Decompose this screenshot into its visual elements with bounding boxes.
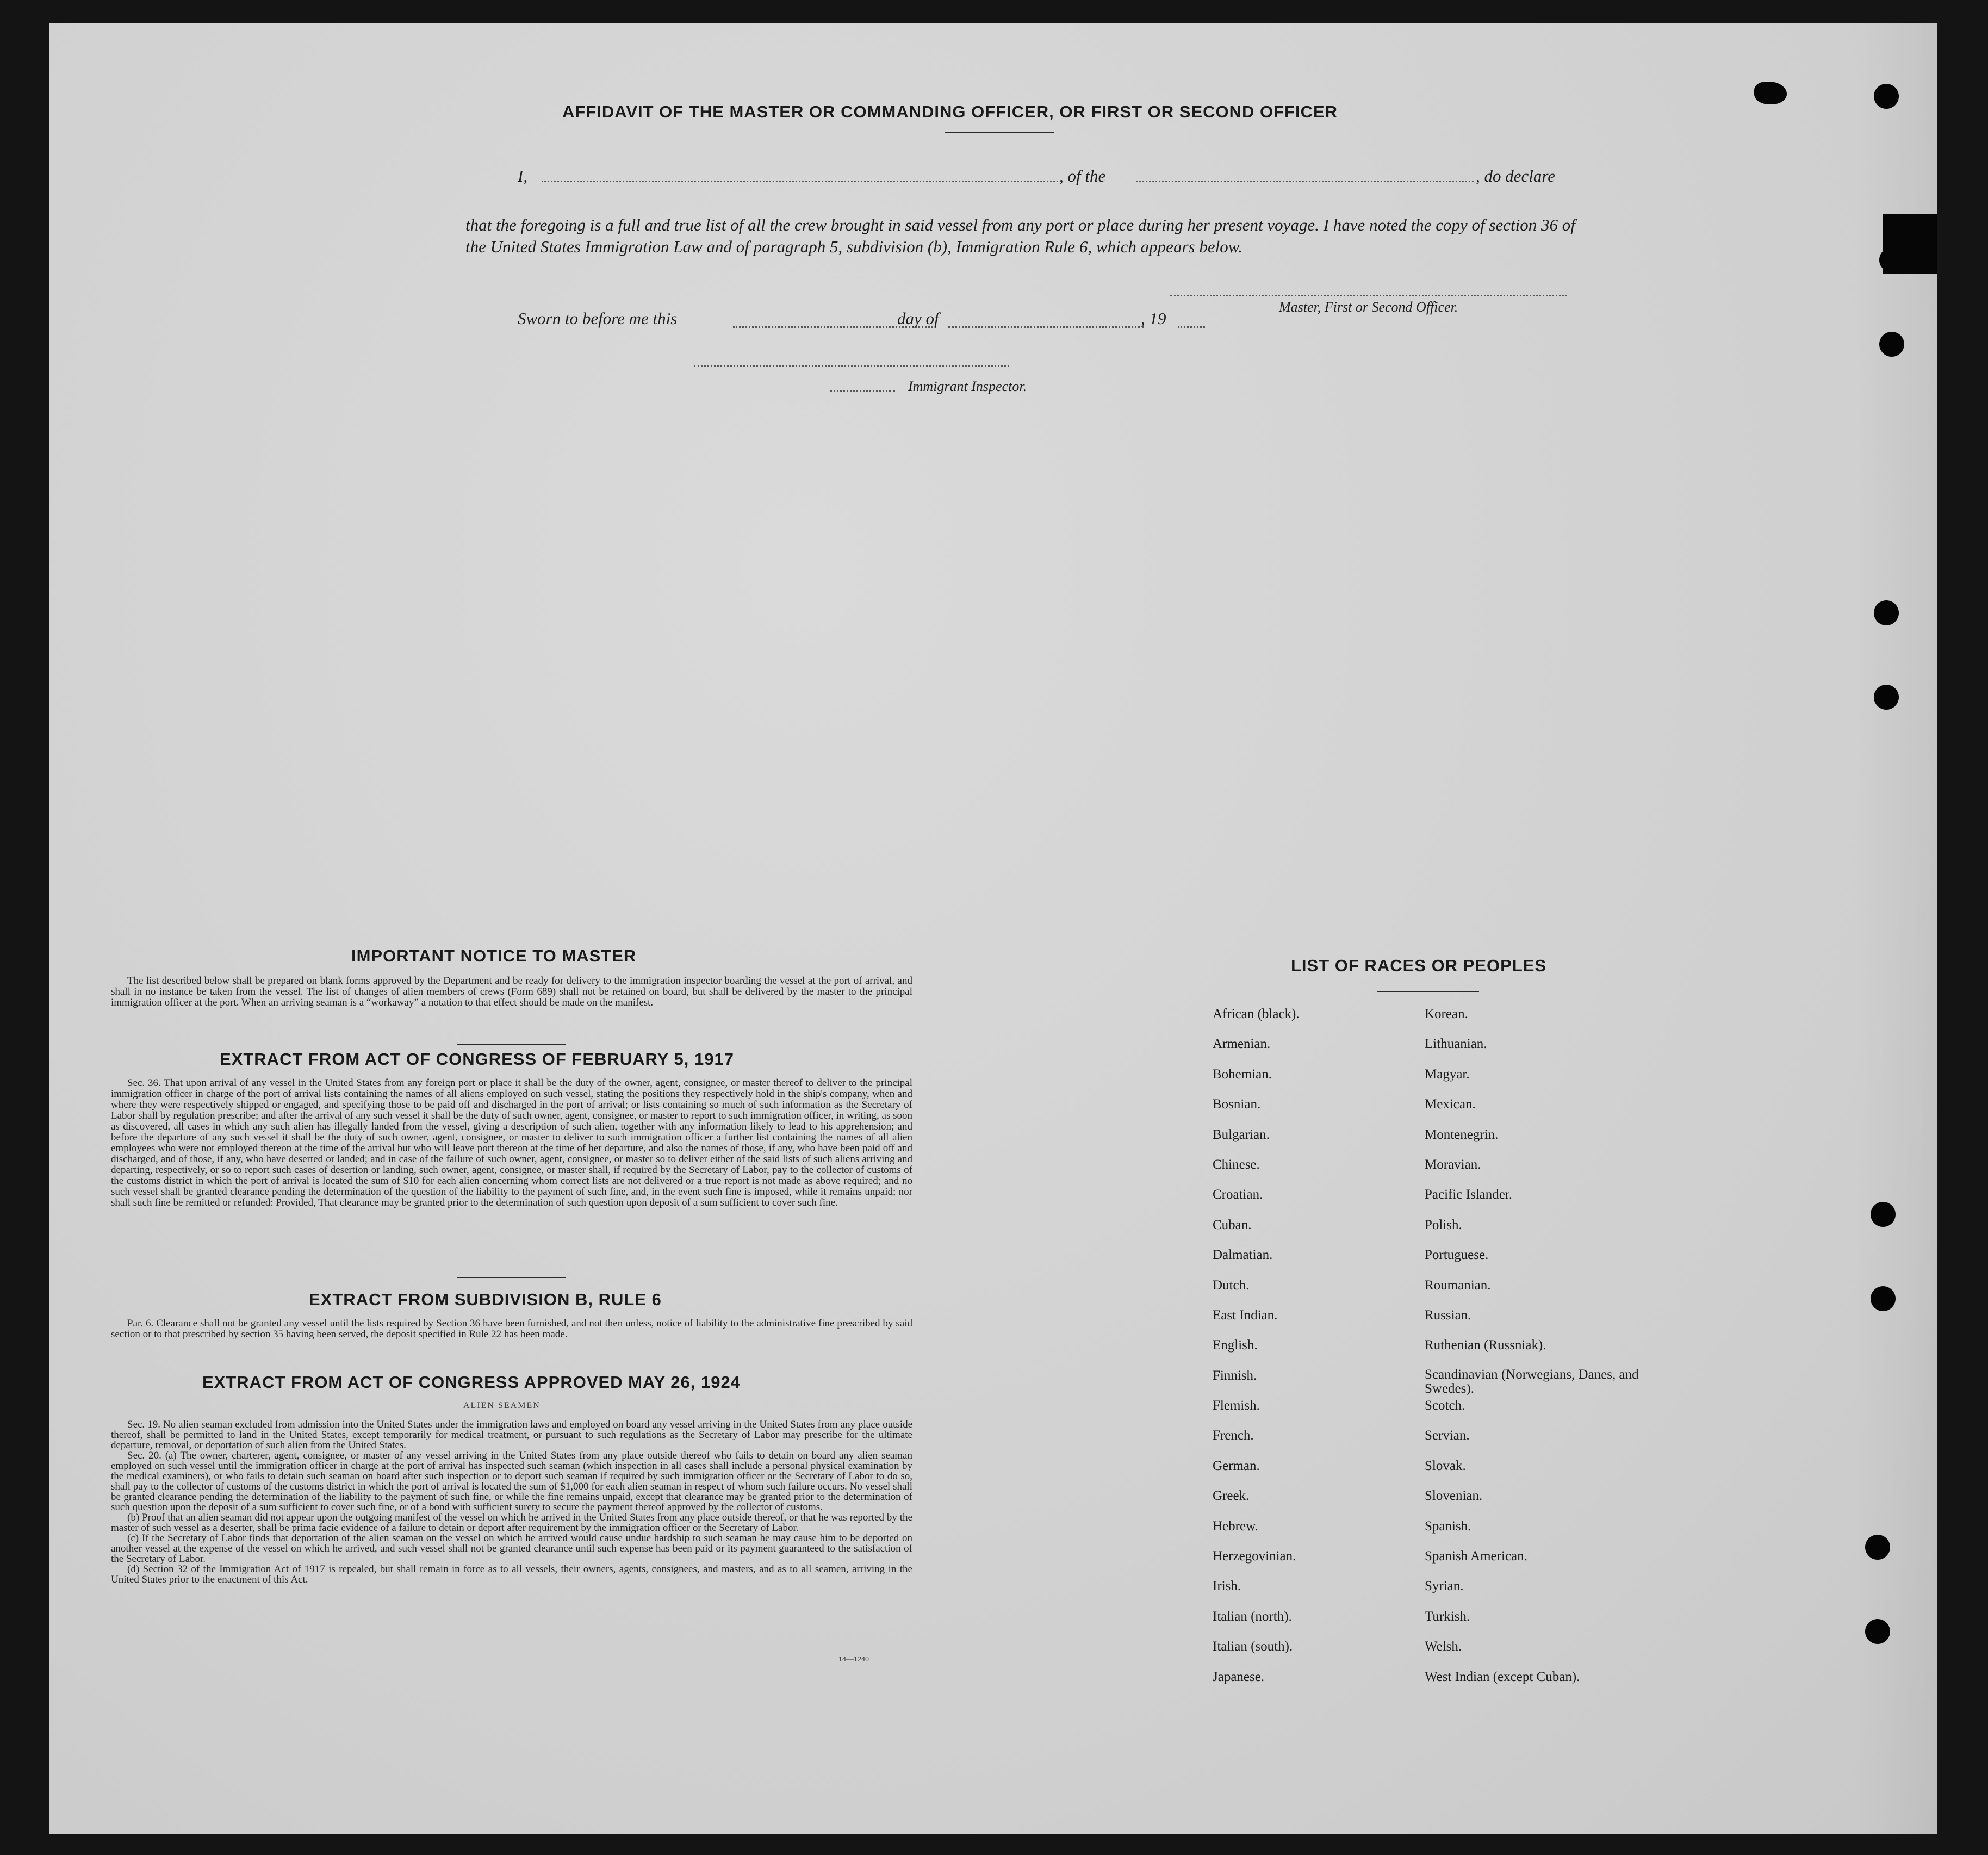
race-item: French. (1213, 1428, 1254, 1443)
do-declare-label: , do declare (1476, 166, 1556, 185)
race-item: Bosnian. (1213, 1097, 1261, 1112)
race-item: Slovak. (1425, 1458, 1466, 1473)
extract-1924-paragraph: (c) If the Secretary of Labor finds that deportation of the alien seaman on the vessel on which he arrived would cause undue hardship to such seaman he may cause him to be deported on another vessel at the expense of the vessel on which he arrived, and such vessel shall not be granted clearance until such expense has been paid or its payment guaranteed to the satisfaction of the Secretary of Labor. (111, 1533, 912, 1565)
race-item: Moravian. (1425, 1157, 1481, 1172)
race-item: Spanish. (1425, 1518, 1471, 1534)
race-item: German. (1213, 1458, 1260, 1473)
races-right-column (1425, 1006, 1642, 1699)
race-item: Syrian. (1425, 1579, 1464, 1594)
race-item: Armenian. (1213, 1037, 1271, 1052)
race-item: Pacific Islander. (1425, 1187, 1513, 1202)
race-item: Irish. (1213, 1579, 1241, 1594)
race-item: Roumanian. (1425, 1277, 1491, 1293)
sworn-month-field[interactable] (948, 326, 1144, 328)
punch-hole (1871, 1286, 1896, 1311)
declarant-name-field[interactable] (542, 181, 1058, 182)
punch-hole (1865, 1535, 1890, 1560)
race-item: Cuban. (1213, 1217, 1252, 1232)
notice-text (111, 976, 912, 1008)
race-item: Scotch. (1425, 1398, 1465, 1413)
race-item: Turkish. (1425, 1609, 1470, 1624)
races-title-rule (1377, 991, 1479, 992)
race-item: Ruthenian (Russniak). (1425, 1338, 1546, 1353)
race-item: Bulgarian. (1213, 1127, 1270, 1142)
race-item: Korean. (1425, 1007, 1468, 1021)
extract-1924-text (111, 1419, 912, 1585)
extract-1917-paragraph: Sec. 36. That upon arrival of any vessel in the United States from any foreign port or place it shall be the duty of the owner, agent, consignee, or master thereof to deliver to the principal immigration officer in charge of the port of arrival lists containing the names of all aliens employed on such vessel, stating the positions they respectively hold in the ship's company, when and where they were respectively shipped or engaged, and specifying those to be paid off and discharged in the port of arrival; or lists containing so much of such information as the Secretary of Labor shall by regulation prescribe; and after the arrival of any such vessel it shall be the duty of such owner, agent, consignee, or master to report to such immigration officer, in writing, as soon as discovered, all cases in which any such alien has illegally landed from the vessel, giving a description of such alien, together with any information likely to lead to his apprehension; and before the departure of any such vessel it shall be the duty of such owner, agent, consignee, or master to deliver to such immigration officer a further list containing the names of all alien employees who were not employed thereon at the time of the arrival but who will leave port thereon at the time of her departure, and also the names of those, if any, who have been paid off and discharged, and of those, if any, who have deserted or landed; and in case of the failure of such owner, agent, consignee, or master so to deliver either of the said lists of such aliens arriving and departing, respectively, or so to report such cases of desertion or landing, such owner, agent, consignee, or master shall, if required by the Secretary of Labor, pay to the collector of customs of the customs district in which the port of arrival is located the sum of $10 for each alien concerning whom correct lists are not delivered or a true report is not made as above required; and no such vessel shall be granted clearance pending the determination of the question of the liability to the payment of such fine, and, in the event such fine is imposed, while it remains unpaid; nor shall such fine be remitted or refunded: Provided, That clearance may be granted prior to the determination of such question upon deposit of a sum sufficient to cover such fine. (111, 1077, 912, 1208)
race-item: Portuguese. (1425, 1248, 1489, 1263)
race-item: Magyar. (1425, 1066, 1470, 1082)
year-prefix-label: , 19 (1141, 309, 1166, 328)
master-signature-field[interactable] (1170, 295, 1567, 296)
extract-1924-title: EXTRACT FROM ACT OF CONGRESS APPROVED MAY 26, 1924 (202, 1373, 741, 1392)
punch-hole (1874, 600, 1899, 625)
section-rule (457, 1277, 566, 1278)
race-item: Italian (south). (1213, 1639, 1293, 1654)
race-item: English. (1213, 1338, 1258, 1353)
race-item: Mexican. (1425, 1097, 1476, 1112)
sworn-year-field[interactable] (1178, 326, 1205, 328)
page-edge-shadow (1855, 23, 1937, 1834)
race-item: Polish. (1425, 1217, 1462, 1232)
race-item: Herzegovinian. (1213, 1549, 1296, 1564)
document-page (49, 23, 1937, 1834)
races-title: LIST OF RACES OR PEOPLES (1291, 956, 1547, 975)
declaration-text: that the foregoing is a full and true list of all the crew brought in said vessel from any port or place during her present voyage. I have noted the copy of section 36 of the United States Immigration Law and of paragraph 5, subdivision (b), Immigration Rule 6, which appears below. (465, 215, 1575, 256)
inspector-signature-field[interactable] (694, 365, 1009, 367)
declarant-label: I, (518, 166, 528, 185)
extract-1924-paragraph: Sec. 19. No alien seaman excluded from admission into the United States under the immigration laws and employed on board any vessel arriving in the United States from any place outside thereof, shall be permitted to land in the United States, except temporarily for medical treatment, or pursuant to such regulations as the Secretary of Labor may prescribe for the ultimate departure, removal, or deportation of such alien from the United States. (111, 1419, 912, 1451)
race-item: Welsh. (1425, 1639, 1462, 1654)
race-item: Bohemian. (1213, 1066, 1272, 1082)
races-left-column (1213, 1006, 1300, 1699)
sworn-label: Sworn to before me this (518, 309, 678, 328)
vessel-name-field[interactable] (1136, 181, 1474, 182)
race-item: Dalmatian. (1213, 1248, 1273, 1263)
notice-title: IMPORTANT NOTICE TO MASTER (351, 946, 637, 965)
race-item: Scandinavian (Norwegians, Danes, and Swedes). (1425, 1367, 1639, 1396)
of-the-label: , of the (1059, 166, 1106, 185)
race-item: Japanese. (1213, 1669, 1265, 1684)
race-item: African (black). (1213, 1007, 1300, 1021)
race-item: Lithuanian. (1425, 1037, 1487, 1052)
section-rule (457, 1044, 566, 1045)
race-item: Dutch. (1213, 1277, 1250, 1293)
extract-1924-paragraph: (b) Proof that an alien seaman did not appear upon the outgoing manifest of the vessel on which he arrived in the United States from any place outside thereof, or that he was reported by the master of such vessel as a deserter, shall be prima facie evidence of a failure to detain or deport after requirement by the immigration officer or the Secretary of Labor. (111, 1512, 912, 1534)
race-item: Slovenian. (1425, 1488, 1483, 1504)
edge-tab-mark (1883, 214, 1937, 274)
extract-rule6-title: EXTRACT FROM SUBDIVISION B, RULE 6 (309, 1290, 662, 1309)
inspector-label: Immigrant Inspector. (908, 379, 1027, 394)
race-item: Hebrew. (1213, 1518, 1258, 1534)
race-item: Montenegrin. (1425, 1127, 1499, 1142)
extract-1924-paragraph: Sec. 20. (a) The owner, charterer, agent, consignee, or master of any vessel arriving in the United States from any place outside thereof who fails to detain on board any alien seaman employed on such vessel until the immigration officer in charge at the port of arrival has inspected such seaman (which inspection in all cases shall include a personal physical examination by the medical examiners), or who fails to detain such seaman on board after such inspection or to deport such seaman if required by such immigration officer or the Secretary of Labor to do so, shall pay to the collector of customs of the customs district in which the port of arrival is located the sum of $1,000 for each alien seaman in respect of whom such failure occurs. No vessel shall be granted clearance pending the determination of the liability to the payment of such fine, or while the fine remains unpaid, except that clearance may be granted prior to the determination of such question upon the deposit of a sum sufficient to cover such fine, or of a bond with sufficient surety to secure the payment thereof approved by the collector of customs. (111, 1450, 912, 1513)
master-signature-label: Master, First or Second Officer. (1279, 299, 1458, 315)
race-item: Italian (north). (1213, 1609, 1292, 1624)
day-of-label: day of (897, 309, 939, 328)
form-number: 14—1240 (838, 1655, 869, 1664)
extract-1917-title: EXTRACT FROM ACT OF CONGRESS OF FEBRUARY 5, 1917 (220, 1050, 734, 1069)
race-item: Russian. (1425, 1307, 1471, 1323)
race-item: West Indian (except Cuban). (1425, 1669, 1580, 1684)
race-item: Croatian. (1213, 1187, 1263, 1202)
race-item: Flemish. (1213, 1398, 1260, 1413)
extract-1924-paragraph: (d) Section 32 of the Immigration Act of 1917 is repealed, but shall remain in force as to all vessels, their owners, agents, consignees, and masters, and as to all seamen, arriving in the United States prior to the enactment of this Act. (111, 1564, 912, 1585)
extract-1917-text (111, 1078, 912, 1208)
alien-seamen-subtitle: ALIEN SEAMEN (463, 1401, 541, 1410)
punch-hole (1865, 1619, 1890, 1644)
race-item: Greek. (1213, 1488, 1250, 1504)
notice-paragraph: The list described below shall be prepared on blank forms approved by the Department and be ready for delivery to the immigration inspector boarding the vessel at the port of arrival, and shall in no instance be taken from the vessel. The list of changes of alien members of crews (Form 689) shall not be retained on board, but shall be delivered by the master to the principal immigration officer at the port. When an arriving seaman is a “workaway” a notation to that effect should be made on the manifest. (111, 975, 912, 1008)
punch-hole (1874, 685, 1899, 710)
race-item: Spanish American. (1425, 1549, 1527, 1564)
inspector-signature-lead[interactable] (830, 390, 895, 392)
extract-rule6-paragraph: Par. 6. Clearance shall not be granted any vessel until the lists required by Section 36 have been furnished, and not then unless, notice of liability to the administrative fine prescribed by said section or to that prescribed by section 35 having been served, the deposit specified in Rule 22 has been made. (111, 1318, 912, 1340)
affidavit-title: AFFIDAVIT OF THE MASTER OR COMMANDING OFFICER, OR FIRST OR SECOND OFFICER (562, 102, 1338, 121)
title-rule (945, 132, 1054, 133)
punch-hole (1874, 84, 1899, 109)
extract-rule6-text (111, 1318, 912, 1340)
race-item: Servian. (1425, 1428, 1470, 1443)
punch-hole (1871, 1202, 1896, 1227)
punch-hole (1879, 332, 1904, 357)
edge-tab-mark (1754, 82, 1787, 104)
race-item: Finnish. (1213, 1368, 1257, 1383)
race-item: Chinese. (1213, 1157, 1260, 1172)
race-item: East Indian. (1213, 1307, 1278, 1323)
